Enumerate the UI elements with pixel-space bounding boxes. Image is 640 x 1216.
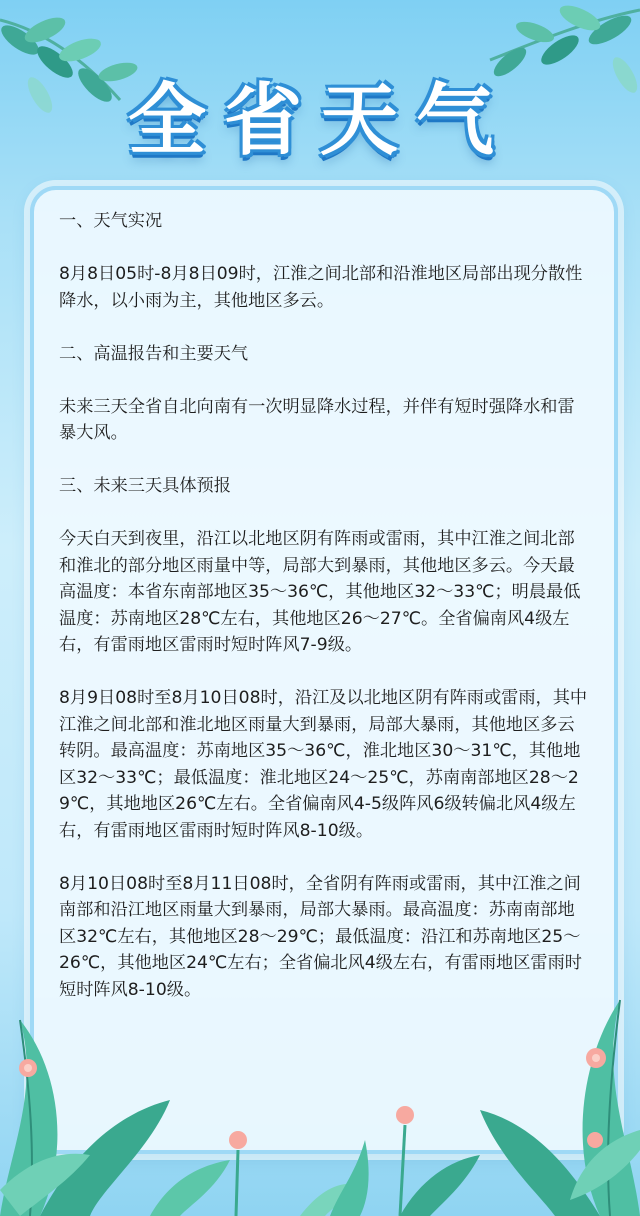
section-heading-1: 一、天气实况 [59, 211, 163, 231]
plant-decoration-bottom [0, 990, 640, 1216]
forecast-day2: 8月9日08时至8月10日08时，沿江及以北地区阴有阵雨或雷雨，其中江淮之间北部和淮北地区雨量大到暴雨，局部大暴雨，其他地区多云转阴。最高温度：苏南地区35～36℃，淮北地区30～31℃，其他地区32～33℃；最低温度：淮北地区24～25℃，苏南南部地区28～29℃，其地地区26℃左右。全省偏南风4-5级阵风6级转偏北风4级左右，有雷雨地区雷雨时短时阵风8-10级。 [59, 688, 588, 841]
section-body-2: 未来三天全省自北向南有一次明显降水过程，并伴有短时强降水和雷暴大风。 [59, 396, 575, 443]
page-title: 全省天气 [127, 76, 512, 166]
section-heading-2: 二、高温报告和主要天气 [59, 343, 249, 364]
forecast-content [59, 208, 589, 1030]
section-body-3: 今天白天到夜里，沿江以北地区阴有阵雨或雷雨，其中江淮之间北部和淮北的部分地区雨量中等，局部大到暴雨，其他地区多云。今天最高温度：本省东南部地区35～36℃，其他地区32～33℃；明晨最低温度：苏南地区28℃左右，其他地区26～27℃。全省偏南风4级左右，有雷雨地区雷雨时短时阵风7-9级。 [59, 529, 581, 655]
section-heading-3: 三、未来三天具体预报 [59, 476, 231, 496]
section-body-1: 8月8日05时-8月8日09时，江淮之间北部和沿淮地区局部出现分散性降水，以小雨为主，其他地区多云。 [59, 264, 583, 311]
forecast-day3: 8月10日08时至8月11日08时，全省阴有阵雨或雷雨，其中江淮之间南部和沿江地区雨量大到暴雨，局部大暴雨。最高温度：苏南南部地区32℃左右，其他地区28～29℃；最低温度：沿江和苏南地区25～26℃，其他地区24℃左右；全省偏北风4级左右，有雷雨地区雷雨时短时阵风8-10级。 [59, 873, 582, 1000]
